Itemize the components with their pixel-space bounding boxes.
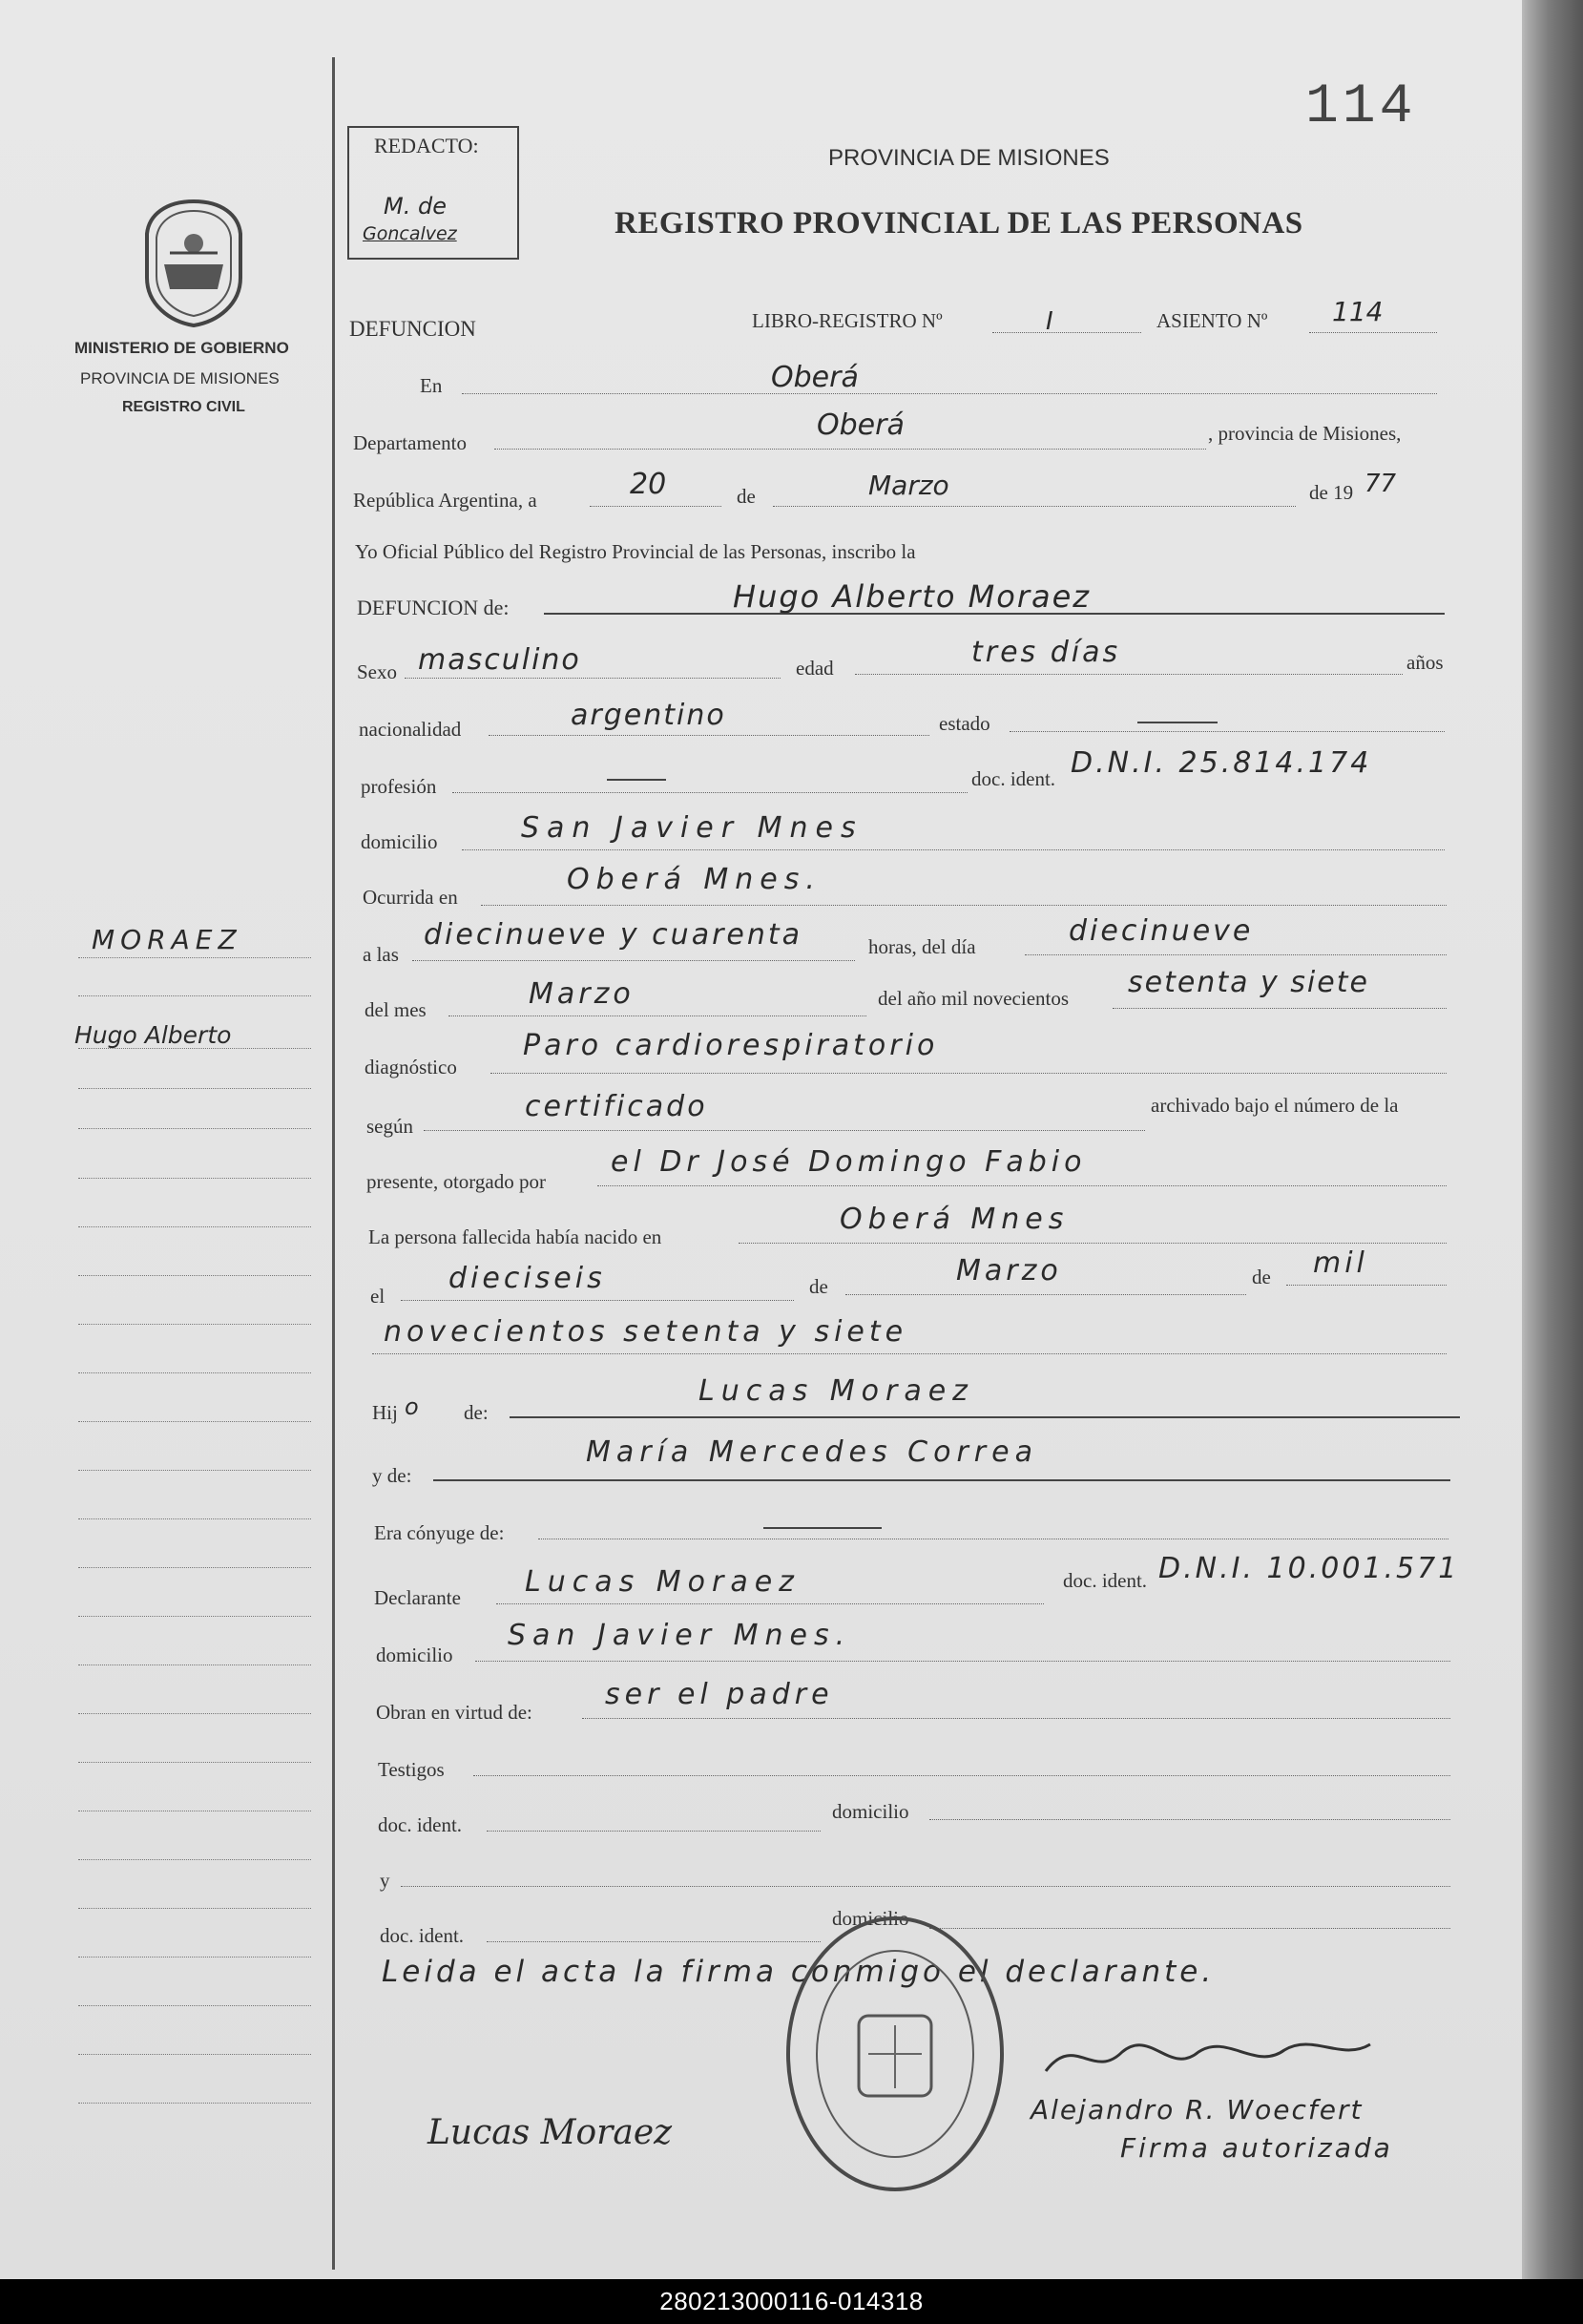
provincia-suffix: , provincia de Misiones, [1208,422,1402,445]
margin-rule [78,1421,311,1422]
sidebar-civil: REGISTRO CIVIL [122,399,245,415]
domicilio2-value: San Javier Mnes. [508,1619,852,1652]
margin-rule [78,1518,311,1519]
margin-rule [78,1908,311,1909]
redacto-value-1: M. de [384,193,447,220]
nacido-label: La persona fallecida había nacido en [368,1225,662,1248]
firma-autorizada-label: Firma autorizada [1120,2132,1393,2164]
birth-day: dieciseis [448,1262,606,1295]
testigo2-domicilio-label: domicilio [832,1907,909,1930]
margin-rule [78,2103,311,2104]
nacido-value: Oberá Mnes [840,1203,1070,1236]
margin-rule [78,1178,311,1179]
de-label: de [737,485,756,508]
horas-label: horas, del día [868,935,976,958]
declarante-label: Declarante [374,1586,461,1609]
defuncion-de-label: DEFUNCION de: [357,596,510,619]
doc-ident-value: D.N.I. 25.814.174 [1071,746,1372,780]
anos-label: años [1406,651,1444,674]
margin-rule [78,2005,311,2006]
birth-year-1: mil [1313,1246,1368,1280]
hijo-suffix: o [405,1393,419,1420]
margin-rule [78,957,311,958]
ocurrida-value: Oberá Mnes. [567,863,822,896]
domicilio-value: San Javier Mnes [521,811,864,845]
margin-line [332,57,335,2270]
nacionalidad-label: nacionalidad [359,718,462,741]
form-type: DEFUNCION [349,317,476,341]
margin-rule [78,2054,311,2055]
domicilio-label: domicilio [361,830,438,853]
day-value: 20 [630,468,667,501]
yde-label: y de: [372,1464,412,1487]
margin-rule [78,1372,311,1373]
margin-rule [78,1713,311,1714]
edad-label: edad [796,657,834,680]
margin-rule [78,1616,311,1617]
signature-scribble-icon [1036,2023,1399,2090]
margin-rule [78,1859,311,1860]
ano-value: setenta y siete [1128,966,1369,999]
official-seal-stamp [781,1911,1010,2197]
sidebar-province: PROVINCIA DE MISIONES [80,369,280,387]
testigo2-doc-label: doc. ident. [380,1924,465,1947]
de-label-3: de [1252,1266,1271,1288]
signature-declarant: Lucas Moraez [427,2113,673,2152]
asiento-label: ASIENTO Nº [1156,309,1268,332]
presente-value: el Dr José Domingo Fabio [611,1145,1087,1179]
en-label: En [420,374,443,397]
margin-rule [78,995,311,996]
mes-value: Marzo [529,977,635,1011]
closing-statement: Leida el acta la firma conmigo el declarante. [382,1955,1216,1989]
alas-value: diecinueve y cuarenta [424,918,803,952]
yo-oficial-text: Yo Oficial Público del Registro Provincial de las Personas, inscribo la [355,540,916,563]
mother-name: María Mercedes Correa [586,1435,1038,1469]
hijo-label: Hij [372,1401,398,1424]
margin-given-names: Hugo Alberto [74,1021,232,1049]
obran-label: Obran en virtud de: [376,1701,532,1724]
coat-of-arms-icon [137,196,250,329]
birth-year-2: novecientos setenta y siete [384,1315,908,1349]
delmes-label: del mes [365,998,427,1021]
diagnostico-label: diagnóstico [365,1056,457,1078]
sexo-value: masculino [418,643,581,677]
en-value: Oberá [771,361,859,394]
y-label: y [380,1869,390,1892]
registry-title: REGISTRO PROVINCIAL DE LAS PERSONAS [614,206,1303,241]
el-label: el [370,1285,385,1308]
month-value: Marzo [868,470,949,501]
dia-value: diecinueve [1069,914,1254,948]
margin-rule [78,1567,311,1568]
obran-value: ser el padre [605,1678,834,1711]
declarante-value: Lucas Moraez [525,1565,801,1599]
segun-value: certificado [525,1090,708,1123]
sidebar-ministry: MINISTERIO DE GOBIERNO [74,339,289,357]
archivado-label: archivado bajo el número de la [1151,1094,1399,1117]
diagnostico-value: Paro cardiorespiratorio [523,1029,939,1062]
testigo1-doc-label: doc. ident. [378,1813,463,1836]
doc-ident-label: doc. ident. [971,767,1056,790]
margin-rule [78,1324,311,1325]
estado-label: estado [939,712,990,735]
presente-label: presente, otorgado por [366,1170,546,1193]
margin-rule [78,1088,311,1089]
province-title: PROVINCIA DE MISIONES [828,145,1110,171]
testigo1-domicilio-label: domicilio [832,1800,909,1823]
margin-rule [78,1470,311,1471]
alas-label: a las [363,943,399,966]
declarante-doc-value: D.N.I. 10.001.571 [1158,1552,1460,1585]
libro-label: LIBRO-REGISTRO Nº [752,309,943,332]
father-name: Lucas Moraez [698,1374,974,1408]
redacto-value-2: Goncalvez [363,223,457,244]
segun-label: según [366,1115,413,1138]
page-number: 114 [1305,76,1417,138]
margin-rule [78,1762,311,1763]
birth-month: Marzo [956,1254,1062,1288]
asiento-value: 114 [1332,296,1384,327]
departamento-label: Departamento [353,431,467,454]
file-id-bar: 280213000116-014318 [0,2279,1583,2324]
edad-value: tres días [971,636,1121,669]
conyuge-label: Era cónyuge de: [374,1521,505,1544]
nacionalidad-value: argentino [571,699,726,732]
sexo-label: Sexo [357,660,397,683]
ocurrida-label: Ocurrida en [363,886,458,909]
departamento-value: Oberá [817,408,905,442]
delano-label: del año mil novecientos [878,987,1070,1010]
profesion-label: profesión [361,775,437,798]
margin-rule [78,1226,311,1227]
margin-surname: MORAEZ [92,924,242,955]
margin-rule [78,1275,311,1276]
deceased-name: Hugo Alberto Moraez [733,578,1092,615]
redacto-label: REDACTO: [374,134,479,157]
signature-official: Alejandro R. Woecfert [1031,2094,1364,2125]
republica-label: República Argentina, a [353,489,537,512]
year-suffix: 77 [1364,470,1397,498]
margin-rule [78,1664,311,1665]
testigos-label: Testigos [378,1758,445,1781]
redacto-box [347,126,519,260]
libro-value: I [1046,307,1053,336]
year-prefix: de 19 [1309,481,1354,504]
margin-rule [78,1957,311,1958]
de-label-2: de [809,1275,828,1298]
domicilio2-label: domicilio [376,1644,453,1666]
hijo-de-label: de: [464,1401,489,1424]
declarante-doc-label: doc. ident. [1063,1569,1148,1592]
margin-rule [78,1128,311,1129]
